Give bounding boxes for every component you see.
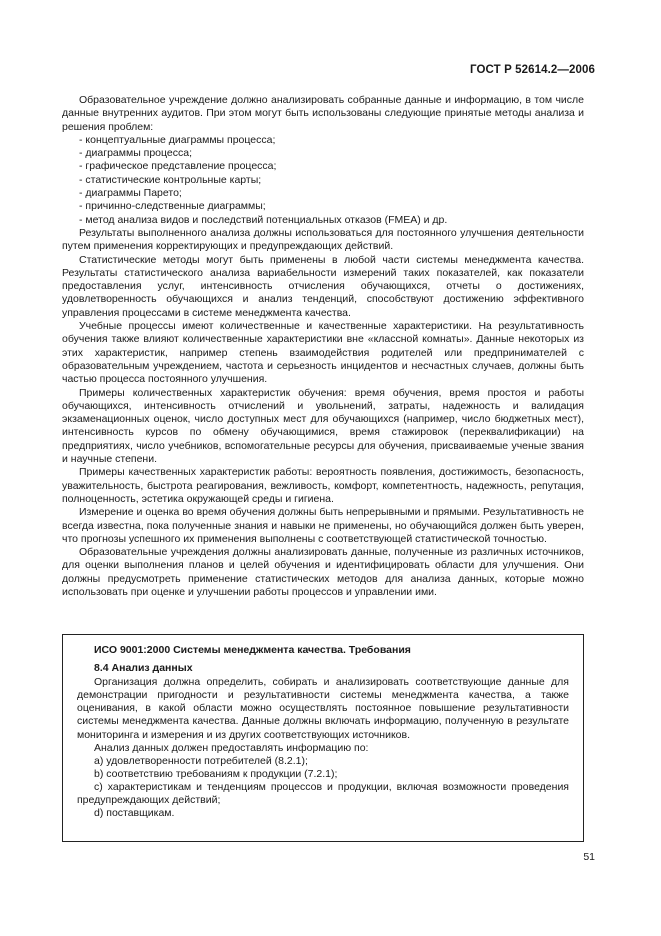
paragraph: Образовательное учреждение должно анализировать собранные данные и информацию, в том числе данные внутренних аудитов. При этом могут быть использованы следующие принятые методы анализа и решения проблем: (62, 94, 584, 133)
list-item: - метод анализа видов и последствий потенциальных отказов (FMEA) и др. (79, 213, 448, 226)
iso-section-heading: 8.4 Анализ данных (94, 662, 193, 675)
paragraph: Примеры количественных характеристик обучения: время обучения, время простоя и работы обучающихся, интенсивность отчислений и увольнений, затраты, надежность и валидация экзаменационных оценок, число доступных мест для обучающихся (например, число бюджетных мест), интенсивность курсов по обмену обучающимися, время стажировок (переквалификации) на предприятиях, число учебников, вспомогательные ресурсы для обучения, присваиваемые ученые звания и научные степени. (62, 386, 584, 466)
list-item: - концептуальные диаграммы процесса; (79, 133, 276, 146)
iso-standard-box (62, 634, 584, 842)
page-number: 51 (583, 851, 595, 863)
list-item: d) поставщикам. (94, 807, 175, 820)
list-item: - графическое представление процесса; (79, 160, 277, 173)
paragraph: Учебные процессы имеют количественные и качественные характеристики. На результативность обучения также влияют количественные характеристики вне «классной комнаты». Данные некоторых из этих характеристик, например степень взаимодействия родителей или предпринимателей с образовательным учреждением, частота и серьезность инцидентов и несчастных случаев, должны быть частью процесса постоянного улучшения. (62, 320, 584, 386)
iso-box-title: ИСО 9001:2000 Системы менеджмента качества. Требования (94, 644, 411, 656)
paragraph: Результаты выполненного анализа должны использоваться для постоянного улучшения деятельности путем применения корректирующих и предупреждающих действий. (62, 226, 584, 253)
paragraph: Измерение и оценка во время обучения должны быть непрерывными и прямыми. Результативность не всегда известна, пока полученные знания и навыки не применены, но обучающийся должен быть уверен, что прогнозы успешного их применения выполнены с соответствующей статистической точностью. (62, 506, 584, 545)
list-item: c) характеристикам и тенденциям процессов и продукции, включая возможности проведения предупреждающих действий; (77, 780, 569, 807)
list-item: - статистические контрольные карты; (79, 173, 262, 186)
main-text (62, 94, 584, 599)
list-item: a) удовлетворенности потребителей (8.2.1); (94, 754, 308, 767)
list-item: - диаграммы процесса; (79, 147, 193, 160)
list-item: b) соответствию требованиям к продукции (7.2.1); (94, 767, 338, 780)
paragraph: Статистические методы могут быть применены в любой части системы менеджмента качества. Результаты статистического анализа вариабельности измерений таких показателей, как показатели предоставления услуг, интенсивность отчисления обучающихся, отчеты о достижениях, удовлетворенность обучающихся и анализ тенденций, способствуют достижению эффективного управления процессами в системе менеджмента качества. (62, 253, 584, 319)
document-code: ГОСТ Р 52614.2—2006 (470, 64, 595, 76)
methods-list (62, 134, 584, 227)
paragraph: Примеры качественных характеристик работы: вероятность появления, достижимость, безопасность, уважительность, быстрота реагирования, вежливость, комфорт, компетентность, надежность, репутация, полноценность, эстетика окружающей среды и гигиена. (62, 466, 584, 505)
paragraph: Организация должна определить, собирать и анализировать соответствующие данные для демонстрации пригодности и результативности системы менеджмента качества, а также оценивания, в какой области можно осуществлять постоянное повышение результативности системы менеджмента качества. Данные должны включать информацию, полученную в результате мониторинга и измерения и из других соответствующих источников. (77, 676, 569, 741)
paragraph: Анализ данных должен предоставлять информацию по: (94, 741, 369, 754)
paragraph: Образовательные учреждения должны анализировать данные, полученные из различных источников, для оценки выполнения планов и целей обучения и идентифицировать области для улучшения. Они должны предусмотреть применение статистических методов для анализа данных, которые можно использовать при оценке и улучшении работы процессов и управлении ими. (62, 546, 584, 598)
list-item: - причинно-следственные диаграммы; (79, 200, 266, 213)
list-item: - диаграммы Парето; (79, 187, 182, 200)
